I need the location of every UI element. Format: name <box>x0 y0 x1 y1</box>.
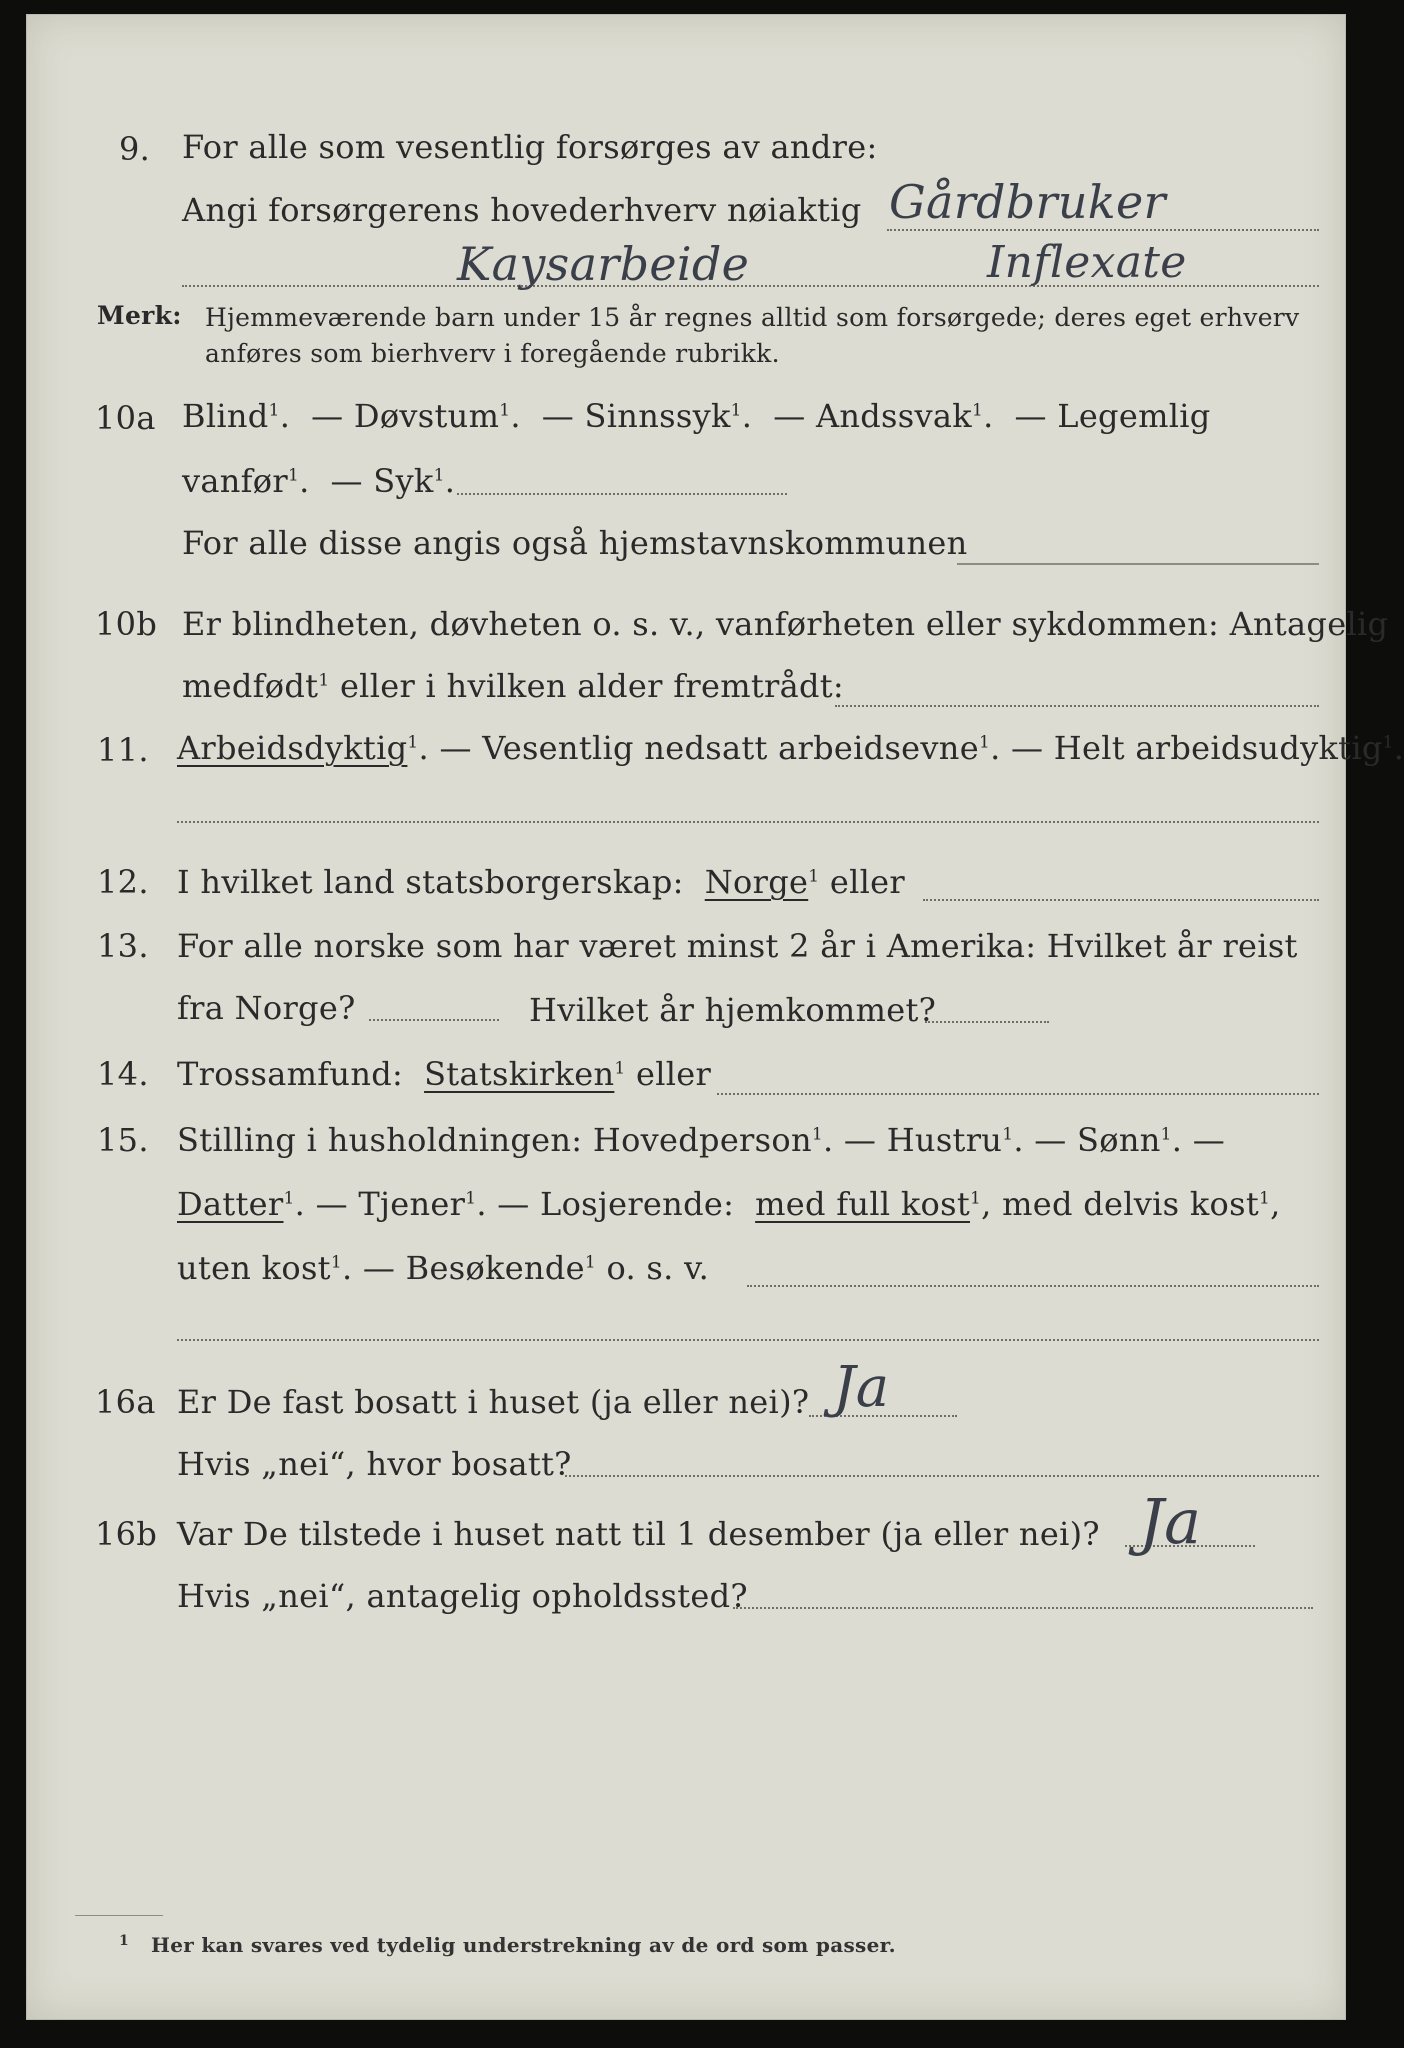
q10a-line1: Blind$^1$. — Døvstum$^1$. — Sinnssyk$^1$. — Andssvak$^1$. — Legemlig <box>182 397 1211 435</box>
opt-tjener: . — Tjener <box>294 1185 466 1223</box>
opt-statskirken: Statskirken <box>424 1055 615 1093</box>
footnote-text: Her kan svares ved tydelig understrekning av de ord som passer. <box>151 1933 896 1957</box>
q15-line3: uten kost$^1$. — Besøkende$^1$ o. s. v. <box>177 1249 710 1287</box>
q10a-number: 10a <box>95 399 156 437</box>
q16a-line1: Er De fast bosatt i huset (ja eller nei)? <box>177 1383 810 1421</box>
opt-legemlig: — Legemlig <box>1014 397 1211 435</box>
opt-syk: — Syk <box>330 462 434 500</box>
opt-besokende: . — Besøkende <box>341 1249 585 1287</box>
q10a-line2: vanfør$^1$. — Syk$^1$. <box>182 462 456 500</box>
opt-medfodt: medfødt <box>182 667 319 705</box>
q9-line1: For alle som vesentlig forsørges av andre: <box>182 128 878 166</box>
q13-hjemkommet-line <box>925 1021 1049 1023</box>
footnote-mark: 1 <box>119 1933 130 1949</box>
opt-arbeidsdyktig: Arbeidsdyktig <box>177 729 408 767</box>
q14-line: Trossamfund: Statskirken$^1$ eller <box>177 1055 712 1093</box>
q15-line2: Datter$^1$. — Tjener$^1$. — Losjerende: med full kost$^1$, med delvis kost$^1$, <box>177 1185 1281 1223</box>
opt-norge: Norge <box>704 863 809 901</box>
q16a-bosatt-line <box>565 1475 1319 1477</box>
opt-delvis-kost: , med delvis kost <box>981 1185 1260 1223</box>
q14-number: 14. <box>97 1055 149 1093</box>
opt-datter: Datter <box>177 1185 284 1223</box>
q16b-line1: Var De tilstede i huset natt til 1 desember (ja eller nei)? <box>177 1515 1100 1553</box>
opt-andssvak: — Andssvak <box>773 397 972 435</box>
q16a-line2: Hvis „nei“, hvor bosatt? <box>177 1445 572 1483</box>
q16a-number: 16a <box>95 1383 156 1421</box>
q9-handwritten-answer-2: Kaysarbeide <box>457 237 750 291</box>
merk-line2: anføres som bierhverv i foregående rubrikk. <box>205 339 780 368</box>
merk-label: Merk: <box>97 301 182 330</box>
opt-blind: Blind <box>182 397 269 435</box>
opt-vanfor: vanfør <box>182 462 288 500</box>
opt-hovedperson: Stilling i husholdningen: Hovedperson <box>177 1121 812 1159</box>
q10b-number: 10b <box>95 605 158 643</box>
q13-line1: For alle norske som har været minst 2 år i Amerika: Hvilket år reist <box>177 927 1298 965</box>
q12-line: I hvilket land statsborgerskap: Norge$^1$ eller <box>177 863 905 901</box>
q11-line: Arbeidsdyktig$^1$. — Vesentlig nedsatt arbeidsevne$^1$. — Helt arbeidsudyktig$^1$. <box>177 729 1404 767</box>
q13-number: 13. <box>97 927 149 965</box>
q13-reist-line <box>369 1019 499 1021</box>
q11-number: 11. <box>97 731 149 769</box>
q13-line2a: fra Norge? <box>177 989 356 1027</box>
opt-sinnssyk: — Sinnssyk <box>541 397 731 435</box>
q16b-opholdssted-line <box>733 1607 1313 1609</box>
q10a-syk-line <box>457 493 787 495</box>
q16b-number: 16b <box>95 1515 158 1553</box>
census-form-page <box>26 14 1404 2020</box>
q16a-handwritten-answer: Ja <box>833 1355 890 1420</box>
form-body <box>27 15 1404 2019</box>
q9-line2: Angi forsørgerens hovederhverv nøiaktig <box>182 191 862 229</box>
q16b-handwritten-answer: Ja <box>1139 1485 1202 1558</box>
opt-uten-kost: uten kost <box>177 1249 331 1287</box>
q9-handwritten-answer-1: Gårdbruker <box>889 175 1166 229</box>
opt-dovstum: — Døvstum <box>311 397 500 435</box>
q15-answer-line2 <box>177 1339 1319 1341</box>
footnote-rule <box>75 1915 163 1916</box>
q15-number: 15. <box>97 1121 149 1159</box>
opt-sonn: . — Sønn <box>1013 1121 1161 1159</box>
q15-answer-line1 <box>747 1285 1319 1287</box>
q16b-line2: Hvis „nei“, antagelig opholdssted? <box>177 1577 748 1615</box>
q15-line1: Stilling i husholdningen: Hovedperson$^1$. — Hustru$^1$. — Sønn$^1$. — <box>177 1121 1226 1159</box>
q9-handwritten-answer-3: Inflexate <box>987 237 1187 288</box>
q10a-hjemstavn-line <box>957 563 1319 565</box>
q13-line2b: Hvilket år hjemkommet? <box>529 991 937 1029</box>
q9-answer-line1 <box>887 229 1319 231</box>
q9-number: 9. <box>119 130 151 168</box>
q10a-line3: For alle disse angis også hjemstavnskommunen <box>182 524 968 562</box>
opt-hustru: . — Hustru <box>822 1121 1003 1159</box>
q10b-line2: medfødt$^1$ eller i hvilken alder fremtrådt: <box>182 667 845 705</box>
q10b-alder-line <box>835 705 1319 707</box>
q12-number: 12. <box>97 863 149 901</box>
q14-answer-line <box>717 1093 1319 1095</box>
opt-med-full-kost: med full kost <box>755 1185 970 1223</box>
merk-line1: Hjemmeværende barn under 15 år regnes alltid som forsørgede; deres eget erhverv <box>205 303 1300 332</box>
q12-answer-line <box>923 899 1319 901</box>
q11-answer-line <box>177 821 1319 823</box>
q10b-line1: Er blindheten, døvheten o. s. v., vanførheten eller sykdommen: Antagelig <box>182 605 1389 643</box>
